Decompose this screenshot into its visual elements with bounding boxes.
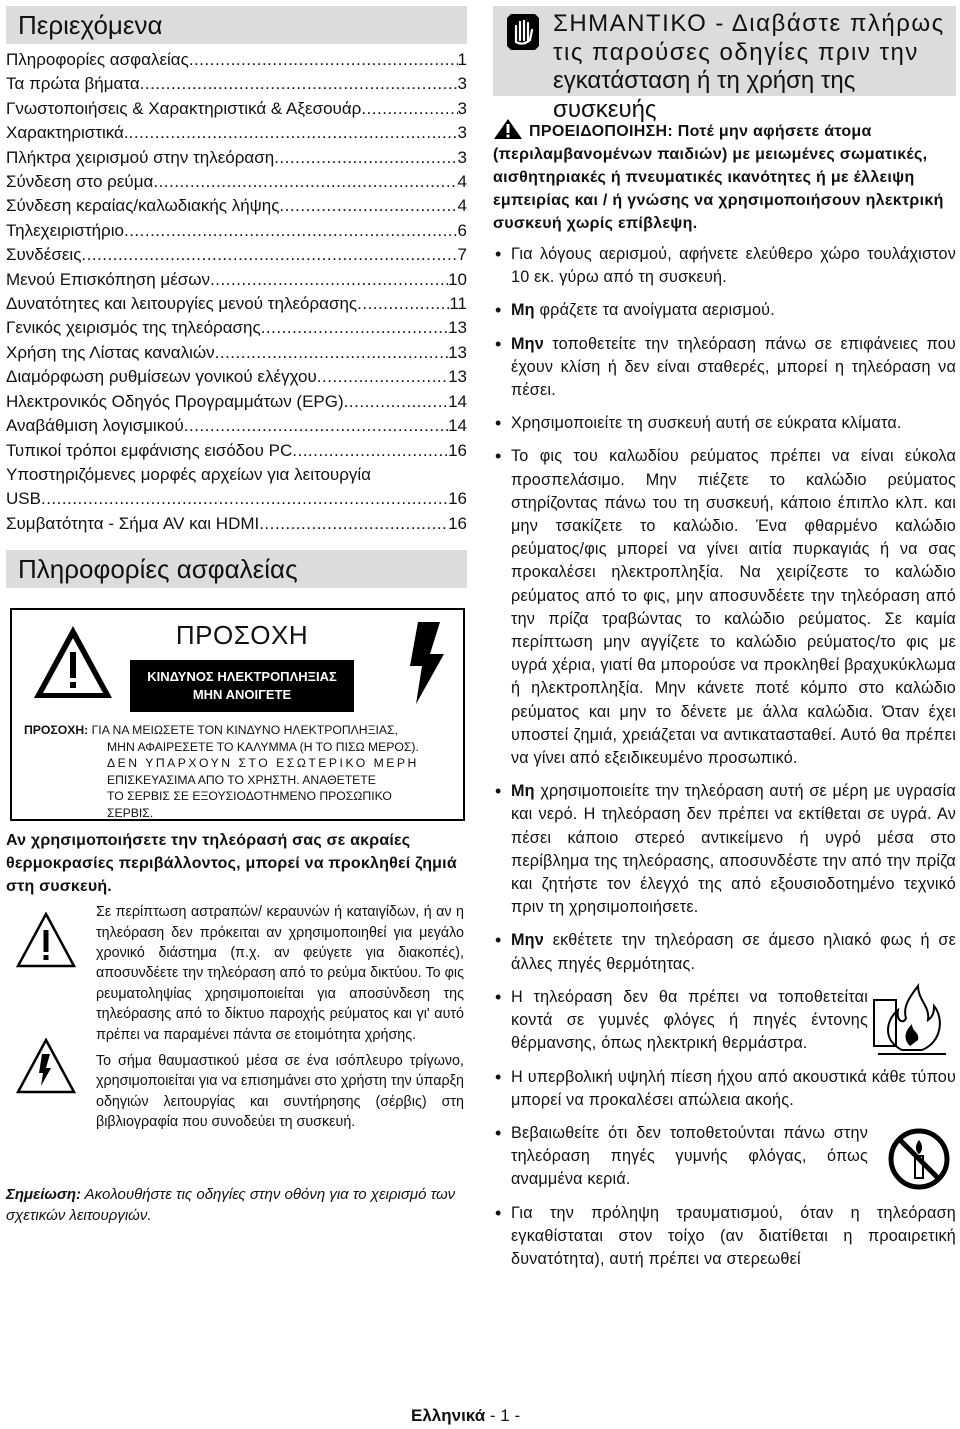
toc-entry[interactable] (6, 365, 467, 389)
bullet-text: Η υπερβολική υψηλή πίεση ήχου από ακουστικά κάθε τύπου μπορεί να προκαλέσει απώλεια ακοής. (511, 1067, 956, 1109)
safety-bullet (493, 929, 956, 975)
safety-bullet (493, 299, 956, 322)
page-footer (411, 1406, 520, 1426)
safety-bullet (493, 1122, 956, 1192)
toc-leader-dots (259, 512, 448, 536)
toc-entry-page: 14 (448, 416, 467, 436)
symbol-meaning-text: Το σήμα θαυμαστικού μέσα σε ένα ισόπλευρο τρίγωνο, χρησιμοποιείται για να επισημάνει στο χρήστη την ύπαρξη οδηγιών λειτουργίας και συντήρησης (σέρβις) στη βιβλιογραφία που συνοδεύει τη συσκευή. (96, 1052, 464, 1131)
warning-triangle-icon (493, 118, 523, 140)
toc-entry[interactable] (6, 72, 467, 96)
important-line-1: ΣΗΜΑΝΤΙΚΟ - Διαβάστε πλήρως (553, 10, 945, 37)
toc-entry-title-cont: USB (6, 489, 41, 509)
toc-entry[interactable] (6, 97, 467, 121)
bullet-text: Το φις του καλωδίου ρεύματος πρέπει να είναι εύκολα προσπελάσιμο. Μην πιέζετε το καλώδιο ρεύματος στηρίζοντας πάνω του τη συσκευή, κάποιο έπιπλο κλπ. και μην τσακίζετε το καλώδιο. Ένα φθαρμένο καλώδιο ρεύματος/φις μπορεί να γίνει αιτία πυρκαγιάς ή να σας προκαλέσει ηλεκτροπληξία. Να χειρίζεστε το καλώδιο ρεύματος από το φις, μην αποσυνδέετε την τηλεόραση από την πρίζα τραβώντας το καλώδιο ρεύματος. Σε καμία περίπτωση μην αγγίζετε το καλώδιο ρεύματος/το φις με υγρά χέρια, γιατί θα μπορούσε να προκληθεί βραχυκύκλωμα ή ηλεκτροπληξία. Μην κάνετε ποτέ κόμπο στο καλώδιο ρεύματος και μην το δένετε με άλλα καλώδια. Όταν έχει υποστεί ζημιά, χρειάζεται να αντικατασταθεί. Αυτό θα πρέπει να γίνει από εξειδικευμένο προσωπικό. (511, 447, 956, 768)
toc-entry-title: Υποστηριζόμενες μορφές αρχείων για λειτουργία (6, 464, 371, 484)
toc-entry[interactable] (6, 268, 467, 292)
safety-bullet (493, 243, 956, 289)
safety-bullet (493, 1202, 956, 1272)
caution-text: ΠΡΟΣΟΧΗ: ΓΙΑ ΝΑ ΜΕΙΩΣΕΤΕ ΤΟΝ ΚΙΝΔΥΝΟ ΗΛΕΚΤΡΟΠΛΗΞΙΑΣ, ΜΗΝ ΑΦΑΙΡΕΣΕΤΕ ΤΟ ΚΑΛΥΜΜΑ (Η ΤΟ ΠΙΣΩ ΜΕΡΟΣ). ΔΕΝ ΥΠΑΡΧΟΥΝ ΣΤΟ ΕΣΩΤΕΡΙΚΟ ΜΕΡΗ ΕΠΙΣΚΕΥΑΣΙΜΑ ΑΠΟ ΤΟ ΧΡΗΣΤΗ. ΑΝΑΘΕΤΕΤΕ ΤΟ ΣΕΡΒΙΣ ΣΕ ΕΞΟΥΣΙΟΔΟΤΗΜΕΝΟ ΠΡΟΣΩΠΙΚΟ ΣΕΡΒΙΣ. (24, 723, 419, 820)
toc-entry-title: Συνδέσεις (6, 245, 82, 265)
lightning-bolt-icon (404, 620, 452, 706)
toc-leader-dots (189, 48, 458, 72)
toc-entry-title: Χρήση της Λίστας καναλιών (6, 342, 215, 362)
temperature-warning: Αν χρησιμοποιήσετε την τηλεόρασή σας σε ακραίες θερμοκρασίες περιβάλλοντος, μπορεί να προκληθεί ζημιά στη συσκευή. (6, 832, 457, 896)
toc-leader-dots (210, 268, 448, 292)
warning-triangle-icon (32, 624, 114, 700)
toc-entry-title: Τυπικοί τρόποι εμφάνισης εισόδου PC (6, 440, 293, 460)
toc-leader-dots (129, 121, 458, 145)
bullet-text: Χρησιμοποιείτε τη συσκευή αυτή σε εύκρατα κλίματα. (511, 414, 902, 433)
bullet-bold: Μην (511, 931, 544, 950)
toc-entry[interactable] (6, 463, 467, 512)
bullet-text: Η τηλεόραση δεν θα πρέπει να τοποθετείται κοντά σε γυμνές φλόγες ή πηγές έντονης θέρμανσης, όπως ηλεκτρική θερμάστρα. (511, 987, 868, 1053)
toc-entry-title: Μενού Επισκόπηση μέσων (6, 269, 211, 289)
safety-bullet (493, 986, 956, 1056)
toc-entry-page: 4 (457, 196, 467, 216)
toc-entry-page: 13 (448, 367, 467, 387)
toc-entry-page: 10 (448, 269, 467, 289)
bullet-bold: Μη (511, 782, 535, 801)
safety-title: Πληροφορίες ασφαλείας (6, 550, 467, 588)
note-label: Σημείωση: (6, 1186, 82, 1204)
toc-entry-title: Γνωστοποιήσεις & Χαρακτηριστικά & Αξεσουάρ (6, 98, 362, 118)
toc-entry-page: 4 (457, 172, 467, 192)
toc-entry-page: 16 (448, 440, 467, 460)
toc-entry-page: 3 (457, 74, 467, 94)
toc-leader-dots (361, 97, 457, 121)
left-column (6, 6, 467, 1226)
bullet-bold: Μην (511, 334, 544, 353)
exclamation-triangle-icon (16, 912, 76, 968)
safety-bullet (493, 780, 956, 919)
caution-black-label (130, 660, 354, 712)
do-not-open-text: ΜΗΝ ΑΝΟΙΓΕΤΕ (192, 687, 292, 703)
symbol-explanations (6, 902, 467, 1202)
toc-entry[interactable] (6, 170, 467, 194)
safety-bullet (493, 412, 956, 435)
toc-entry[interactable] (6, 48, 467, 72)
toc-leader-dots (292, 439, 448, 463)
bullet-text: φράζετε τα ανοίγματα αερισμού. (534, 301, 775, 320)
bullet-text: εκθέτετε την τηλεόραση σε άμεσο ηλιακό φως ή σε άλλες πηγές θερμότητας. (511, 931, 956, 973)
bullet-text: Για την πρόληψη τραυματισμού, όταν η τηλεόραση εγκαθίσταται στον τοίχο (αν διατίθεται η προαιρετική δυνατότητα), αυτή πρέπει να στερεωθεί (511, 1203, 956, 1268)
toc-title: Περιεχόμενα (6, 6, 467, 44)
toc-entry-title: Χαρακτηριστικά. (6, 123, 129, 143)
bullet-bold: Μη (511, 301, 535, 320)
toc-entry-title: Τηλεχειριστήριο (6, 220, 124, 240)
toc-entry-page: 13 (448, 342, 467, 362)
toc-leader-dots (41, 487, 448, 511)
toc-entry-title: Σύνδεση κεραίας/καλωδιακής λήψης (6, 196, 280, 216)
toc-entry-title: Δυνατότητες και λειτουργίες μενού τηλεόρασης (6, 294, 358, 314)
lightning-triangle-icon (16, 1038, 76, 1094)
toc-entry-title: Τα πρώτα βήματα (6, 74, 140, 94)
fire-heater-icon (872, 980, 952, 1060)
safety-bullet-list (493, 243, 956, 1271)
toc-entry[interactable] (6, 121, 467, 145)
toc-entry-title: Διαμόρφωση ρυθμίσεων γονικού ελέγχου (6, 367, 317, 387)
hand-stop-icon (505, 12, 541, 52)
toc-entry-page: 14 (448, 391, 467, 411)
supervision-warning: ΠΡΟΕΙΔΟΠΟΙΗΣΗ: Ποτέ μην αφήσετε άτομα (περιλαμβανομένων παιδιών) με μειωμένες σωματικές, αισθητηριακές ή πνευματικές ικανότητες ή με έλλειψη εμπειρίας και / ή γνώσης να χρησιμοποιήσουν ηλεκτρική συσκευή χωρίς επίβλεψη. (493, 118, 956, 235)
toc-entry-page: 7 (457, 245, 467, 265)
important-line-2: τις παρούσες οδηγίες πριν την (553, 38, 919, 66)
footer-language: Ελληνικά (411, 1406, 486, 1425)
toc-leader-dots (140, 72, 458, 96)
toc-leader-dots (81, 243, 457, 267)
caution-heading: ΠΡΟΣΟΧΗ (175, 620, 309, 651)
toc-entry-page: 3 (457, 147, 467, 167)
toc-leader-dots (279, 194, 457, 218)
toc-entry-page: 3 (457, 98, 467, 118)
toc-leader-dots (153, 170, 457, 194)
toc-entry-page: 11 (449, 294, 467, 314)
toc-entry-page: 13 (448, 318, 467, 338)
toc-entry-page: 3 (457, 123, 467, 143)
no-open-flame-icon (886, 1126, 952, 1192)
important-line-3: εγκατάσταση ή τη χρήση της συσκευής (553, 67, 856, 123)
footer-page-number: - 1 - (485, 1406, 521, 1425)
toc-entry-page: 16 (448, 513, 467, 533)
toc-entry[interactable] (6, 316, 467, 340)
toc-leader-dots (261, 316, 448, 340)
toc-leader-dots (184, 414, 448, 438)
toc-leader-dots (357, 292, 449, 316)
toc-leader-dots (215, 341, 448, 365)
toc-entry-page: 16 (448, 489, 467, 509)
toc-entry[interactable] (6, 219, 467, 243)
toc-leader-dots (274, 146, 457, 170)
safety-bullet (493, 445, 956, 770)
bullet-text: τοποθετείτε την τηλεόραση πάνω σε επιφάνειες που έχουν κλίση ή δεν είναι σταθερές, μπορεί η τηλεόραση να πέσει. (511, 334, 956, 400)
toc-leader-dots (317, 365, 448, 389)
bullet-text: χρησιμοποιείτε την τηλεόραση αυτή σε μέρη με υγρασία και νερό. Η τηλεόραση δεν πρέπει να εκτίθεται σε υγρά. Αν πέσει κάποιο στερεό αντικείμενο ή υγρό μέσα στο περίβλημα της τηλεόρασης, αποσυνδέστε την από την πρίζα και ζητήστε τον έλεγχό της από εξουσιοδοτημένο τεχνικό πριν τη χρησιμοποιήσετε. (511, 782, 956, 917)
toc-entry[interactable] (6, 390, 467, 414)
toc-entry[interactable] (6, 341, 467, 365)
toc-entry-page: 1 (457, 50, 467, 69)
toc-entry[interactable] (6, 194, 467, 218)
toc-entry[interactable] (6, 439, 467, 463)
toc-entry-title: Πληροφορίες ασφαλείας (6, 50, 189, 69)
bullet-text: Για λόγους αερισμού, αφήνετε ελεύθερο χώρο τουλάχιστον 10 εκ. γύρω από τη συσκευή. (511, 245, 956, 287)
toc-entry-title: Σύνδεση στο ρεύμα (6, 172, 154, 192)
toc-entry-title: Γενικός χειρισμός της τηλεόρασης (6, 318, 261, 338)
toc-entry-title: Συμβατότητα - Σήμα AV και HDMI (6, 513, 260, 533)
important-banner (493, 6, 956, 123)
toc-entry-title: Αναβάθμιση λογισμικού (6, 416, 184, 436)
toc-entry-page: 6 (457, 220, 467, 240)
right-column (493, 6, 956, 1281)
table-of-contents (6, 48, 467, 536)
toc-leader-dots (344, 390, 448, 414)
toc-entry[interactable] (6, 512, 467, 536)
note-text: Ακολουθήστε τις οδηγίες στην οθόνη για το χειρισμό των σχετικών λειτουργιών. (6, 1186, 456, 1225)
shock-hazard-text: ΚΙΝΔΥΝΟΣ ΗΛΕΚΤΡΟΠΛΗΞΙΑΣ (147, 669, 337, 685)
safety-bullet (493, 1066, 956, 1112)
toc-entry[interactable] (6, 146, 467, 170)
bullet-text: Βεβαιωθείτε ότι δεν τοποθετούνται πάνω στην τηλεόραση πηγές γυμνής φλόγας, όπως αναμμένα κεριά. (511, 1123, 868, 1189)
safety-bullet (493, 333, 956, 403)
caution-label-box (10, 608, 465, 821)
toc-entry[interactable] (6, 414, 467, 438)
toc-entry[interactable] (6, 243, 467, 267)
toc-entry[interactable] (6, 292, 467, 316)
toc-leader-dots (124, 219, 458, 243)
toc-entry-title: Πλήκτρα χειρισμού στην τηλεόραση (6, 147, 275, 167)
toc-entry-title: Ηλεκτρονικός Οδηγός Προγραμμάτων (EPG) (6, 391, 344, 411)
lightning-storm-text: Σε περίπτωση αστραπών/ κεραυνών ή καταιγίδων, ή αν η τηλεόραση δεν πρόκειται αν χρησιμοποιηθεί για μεγάλο χρονικό διάστημα (π.χ. αν φεύγετε για διακοπές), αποσυνδέετε την τηλεόραση από το ρεύμα δικτύου. Το φις ρευματοληψίας χρησιμοποιείται για αποσύνδεση της τηλεόρασης από το δίκτυο παροχής ρεύματος και γι' αυτό πρέπει να παραμένει πάντα σε ετοιμότητα χρήσης. (96, 904, 464, 1043)
